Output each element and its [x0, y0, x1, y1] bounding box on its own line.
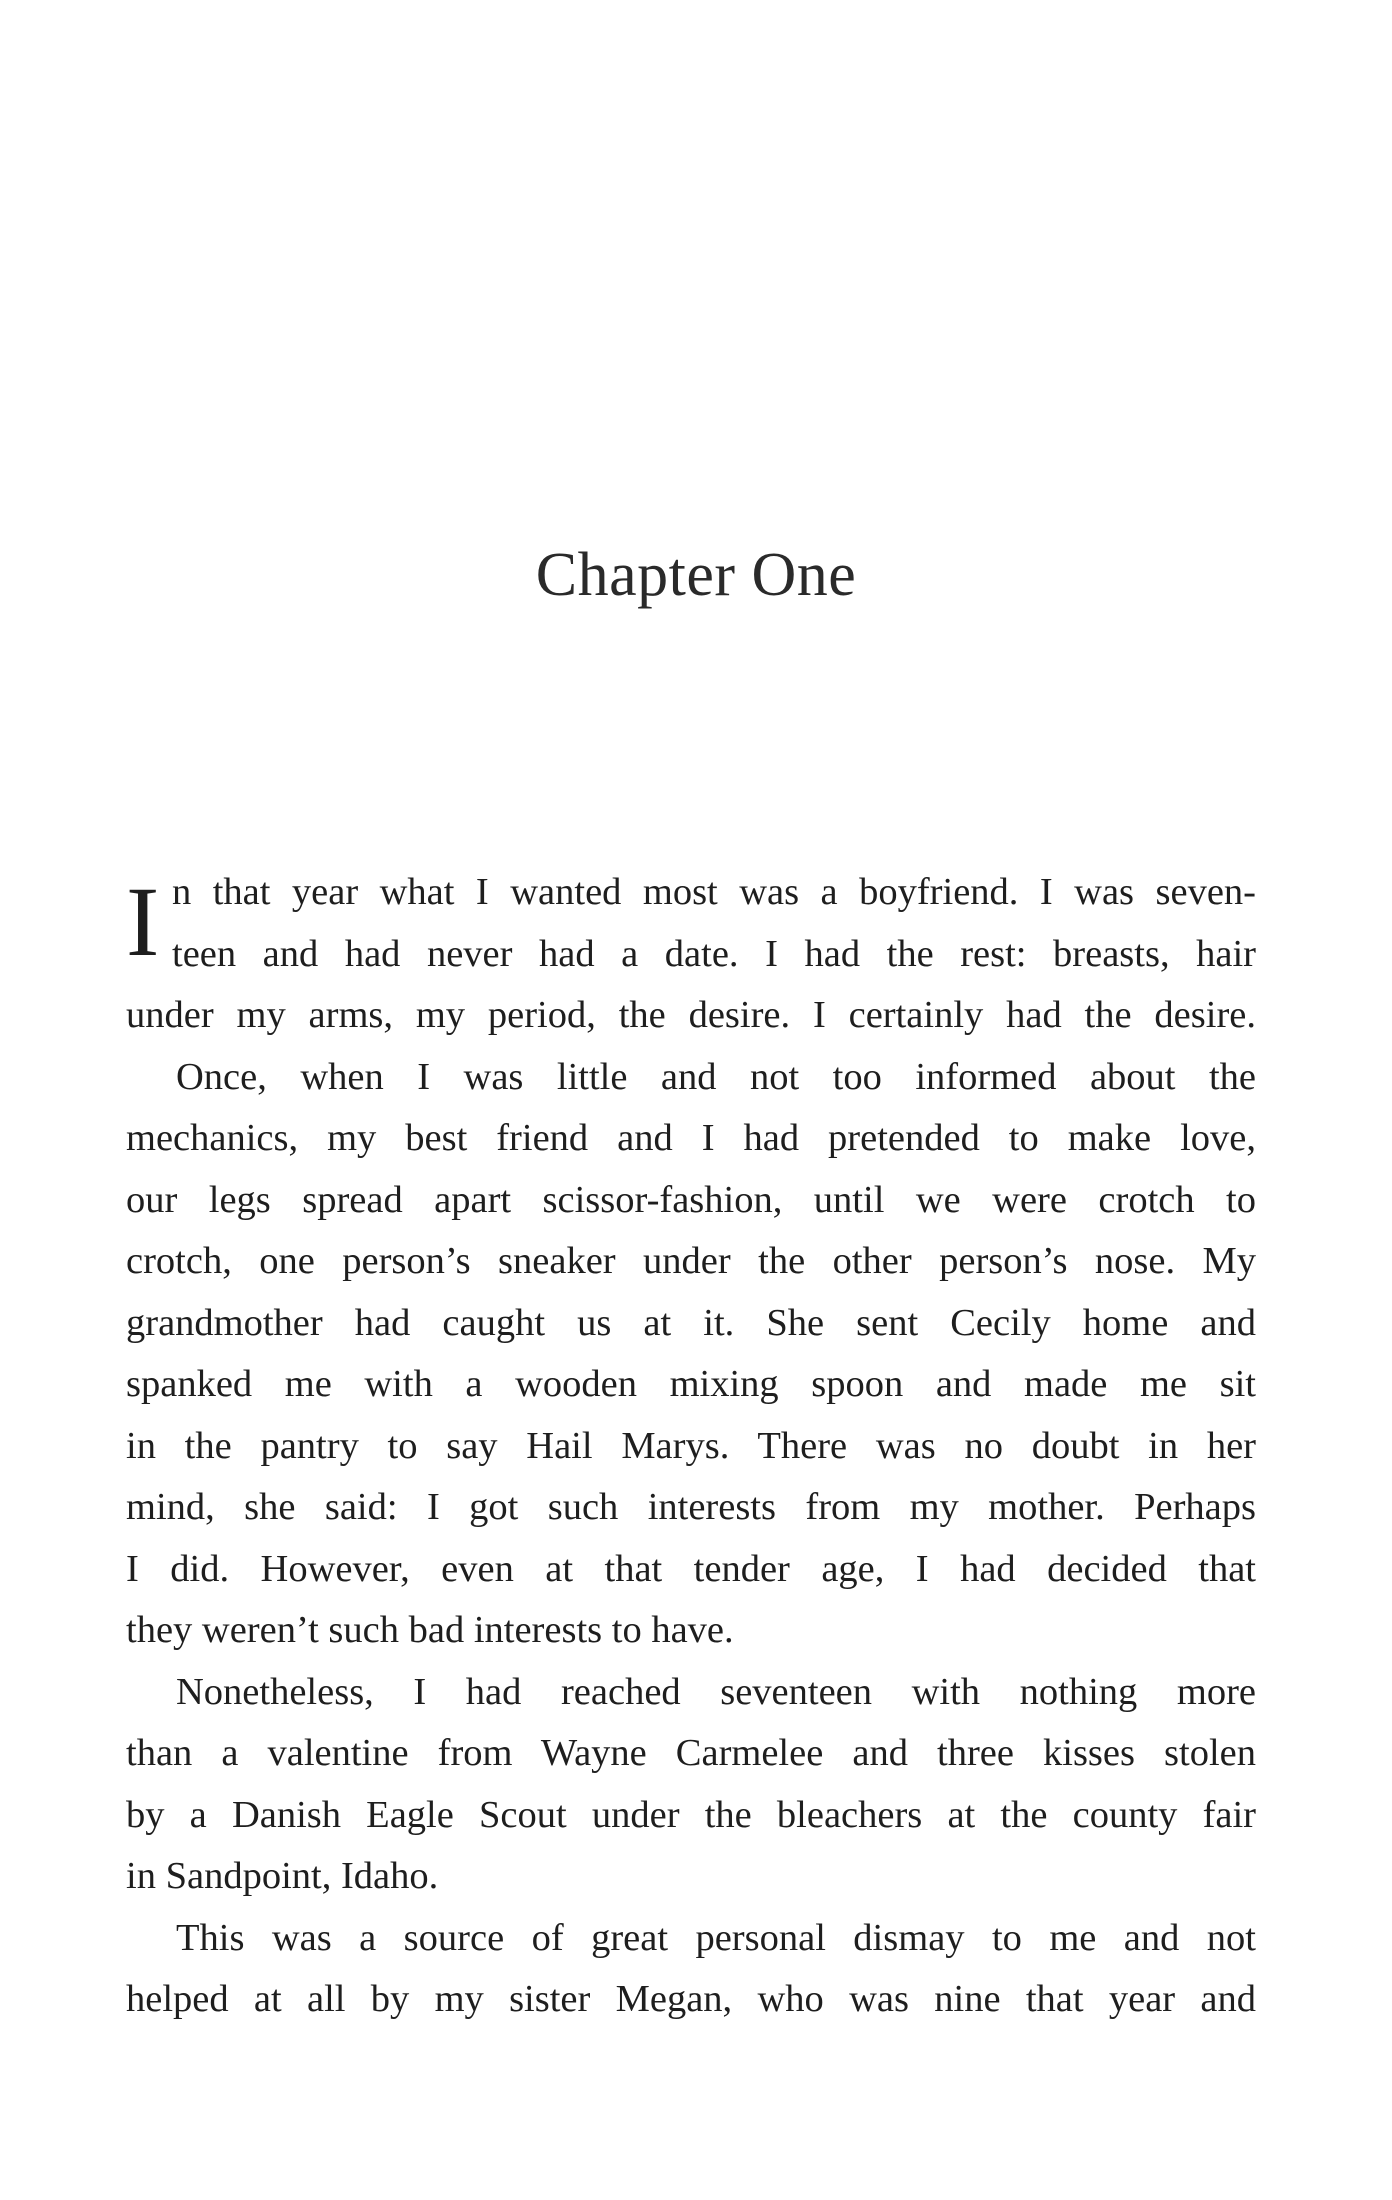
chapter-title: Chapter One: [535, 541, 857, 609]
text-line: spanked me with a wooden mixing spoon and made me sit: [126, 1363, 1256, 1405]
text-line: in the pantry to say Hail Marys. There was no doubt in her: [126, 1424, 1256, 1467]
text-line: crotch, one person’s sneaker under the other person’s nose. My: [126, 1240, 1256, 1282]
text-line: Once, when I was little and not too informed about the: [176, 1055, 1256, 1098]
text-line: our legs spread apart scissor-fashion, until we were crotch to: [126, 1178, 1256, 1221]
text-line: in Sandpoint, Idaho.: [126, 1855, 439, 1897]
drop-cap: I: [126, 866, 160, 977]
text-line: grandmother had caught us at it. She sent Cecily home and: [126, 1301, 1256, 1344]
text-line: mechanics, my best friend and I had pretended to make love,: [126, 1117, 1256, 1159]
text-line: than a valentine from Wayne Carmelee and three kisses stolen: [126, 1732, 1256, 1774]
text-line: teen and had never had a date. I had the rest: breasts, hair: [172, 932, 1256, 975]
text-line: Nonetheless, I had reached seventeen with nothing more: [176, 1670, 1256, 1713]
text-line: they weren’t such bad interests to have.: [126, 1609, 734, 1651]
text-line: I did. However, even at that tender age, I had decided that: [126, 1547, 1256, 1590]
opening-paragraph: [126, 862, 1256, 985]
text-line: helped at all by my sister Megan, who was nine that year and: [126, 1978, 1256, 2020]
text-line: by a Danish Eagle Scout under the bleachers at the county fair: [126, 1793, 1256, 1836]
text-line: under my arms, my period, the desire. I certainly had the desire.: [126, 994, 1256, 1036]
text-line: mind, she said: I got such interests from my mother. Perhaps: [126, 1486, 1256, 1528]
chapter-body: [126, 862, 1256, 2031]
text-line: n that year what I wanted most was a boyfriend. I was seven-: [172, 871, 1256, 913]
text-line: This was a source of great personal dismay to me and not: [176, 1916, 1256, 1959]
